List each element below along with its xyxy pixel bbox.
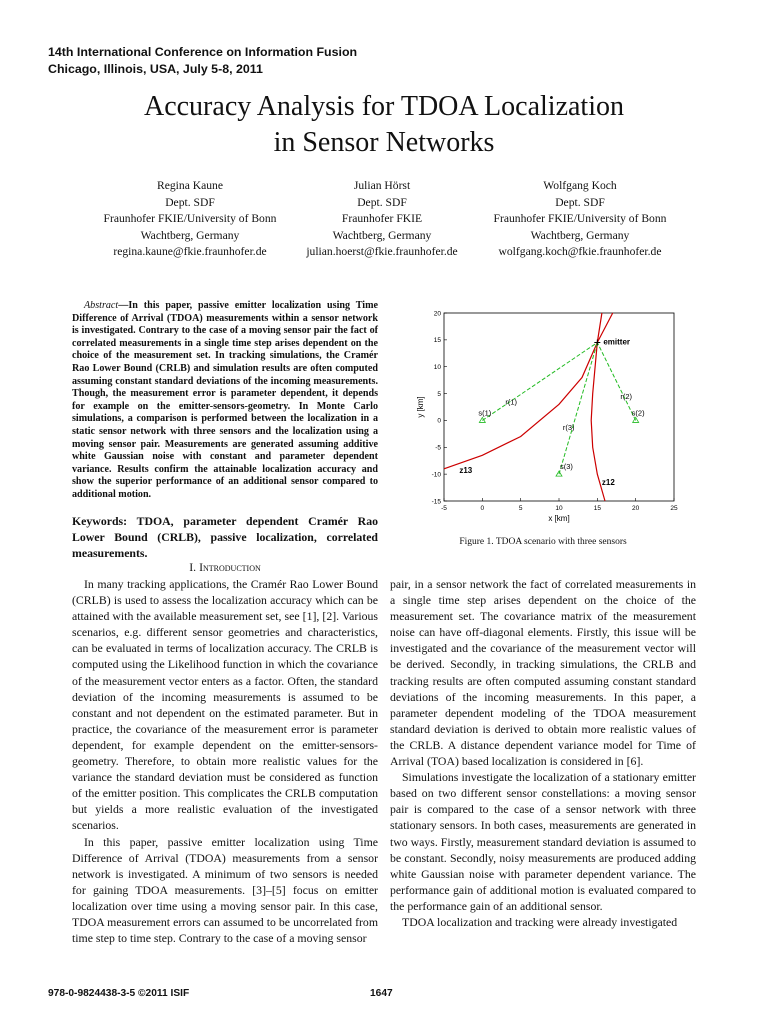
x-tick-label: -5 <box>441 505 447 512</box>
title-line-2: in Sensor Networks <box>273 127 495 158</box>
y-tick-label: 10 <box>433 364 441 372</box>
abstract-label: Abstract <box>84 300 119 311</box>
author-city: Wachtberg, Germany <box>332 228 432 242</box>
section-title: Introduction <box>199 560 261 574</box>
x-tick-label: 5 <box>518 505 523 512</box>
range-label: r(2) <box>620 391 633 401</box>
conference-name: 14th International Conference on Information Fusion <box>48 45 358 59</box>
author-email: julian.hoerst@fkie.fraunhofer.de <box>306 245 458 259</box>
author-org: Fraunhofer FKIE/University of Bonn <box>103 212 277 226</box>
sensor-label: s(3) <box>560 462 573 472</box>
author-name: Wolfgang Koch <box>543 179 617 192</box>
author-block-1 <box>72 178 308 261</box>
abstract-text: —In this paper, passive emitter localization using Time Difference of Arrival (TDOA) measurements within a sensor network is investigated. Contrary to the case of a moving sensor pair the fact of correlated measurements in a single time step arises dependent on the choice of the measurement set. In tracking simulations, the Cramér Rao Lower Bound (CRLB) and simulation results are often computed assuming constant standard deviations of the incoming measurements. Though, the measurement error is parameter dependent, it depends for example on the emitter-sensors-geometry. In Monte Carlo simulations, a comparison is performed between the localization in a static sensor network with three sensors and the localization using a moving sensor pair. Measurements are generated assuming additive white Gaussian noise with constant and parameter dependent variance. Results confirm the attainable localization accuracy and show the superior performance of an additional sensor compared to additional motion. <box>72 300 378 500</box>
author-city: Wachtberg, Germany <box>140 228 240 242</box>
paragraph: In this paper, passive emitter localization using Time Difference of Arrival (TDOA) measurements from a sensor network is investigated. A minimum of two sensors is needed for gaining TDOA measurements. [3]–[5] focus on emitter localization over time using a moving sensor pair. In this case, TDOA measurement errors can assumed to be uncorrelated from time step to time step. Contrary to the case of a moving sensor <box>72 834 378 946</box>
y-tick-label: -10 <box>431 471 441 479</box>
author-city: Wachtberg, Germany <box>530 228 630 242</box>
x-tick-label: 15 <box>593 505 601 512</box>
paragraph: In many tracking applications, the Cramér Rao Lower Bound (CRLB) is used to assess the localization accuracy which can be attained with the available measurement set, see [1], [2]. Various scenarios, e.g. different sensor geometries and characteristics, can be evaluated in terms of localization accuracy. The CRLB is computed using the Likelihood function in which the covariance of the measurement vector enters as a factor. Often, the standard deviation of the incoming measurements is assumed to be constant and not dependent on the estimated parameter. But in practice, the covariance of the measurement error is parameter dependent, for example dependent on the emitter-sensors-geometry. Therefore, to obtain more realistic values for the variance the standard deviation must be considered as function of the emitter position. This complicates the CRLB computation but yields a more realistic evaluation of the investigated scenarios. <box>72 577 378 833</box>
footer-isbn: 978-0-9824438-3-5 ©2011 ISIF <box>48 988 190 999</box>
x-tick-label: 20 <box>632 505 640 512</box>
conference-header <box>48 44 357 78</box>
page-number: 1647 <box>370 988 393 999</box>
y-tick-label: -15 <box>431 498 441 506</box>
range-label: r(3) <box>562 423 575 433</box>
author-name: Regina Kaune <box>157 179 223 192</box>
sensor-label: s(2) <box>631 408 645 418</box>
hyperbola-label: z12 <box>601 477 615 487</box>
y-tick-label: 20 <box>433 310 441 318</box>
range-label: r(1) <box>505 397 518 407</box>
section-number: I. <box>189 560 197 574</box>
paragraph: pair, in a sensor network the fact of correlated measurements in a single time step arises dependent on the choice of the measurement set. The covariance matrix of the measurement noise can have off-diagonal elements. Firstly, this issue will be investigated and the covariance of the measurement vector will be derived. Secondly, in tracking simulations, the CRLB and tracking results are often computed assuming constant standard deviations of the incoming measurements. In this paper, a parameter dependent modeling of the TDOA measurement standard deviation is derived to obtain more realistic values of the CRLB. A distance dependent variance model for Time of Arrival (TOA) based localization is considered in [6]. <box>390 577 696 769</box>
keywords: Keywords: TDOA, parameter dependent Cramér Rao Lower Bound (CRLB), passive localization, correlated measurements. <box>72 514 378 561</box>
author-org: Fraunhofer FKIE <box>341 212 423 226</box>
paragraph: Simulations investigate the localization of a stationary emitter based on two different sensor constellations: a moving sensor pair is compared to the case of a sensor network with three stationary sensors. In both cases, measurements are generated in two ways. Firstly, measurement standard deviation is assumed to be constant. Secondly, noisy measurements are produced adding white Gaussian noise with parameter dependent variance. The performance gain of additional motion is evaluated compared to the performance gain of an additional sensor. <box>390 770 696 913</box>
hyperbola-label: z13 <box>459 466 473 476</box>
y-tick-label: 15 <box>433 337 441 345</box>
author-block-3 <box>462 178 698 261</box>
y-tick-label: 5 <box>437 390 441 398</box>
title-line-1: Accuracy Analysis for TDOA Localization <box>143 91 624 122</box>
x-axis-label: x [km] <box>548 514 570 523</box>
x-tick-label: 25 <box>670 505 678 512</box>
author-org: Fraunhofer FKIE/University of Bonn <box>493 212 667 226</box>
author-block-2 <box>284 178 480 261</box>
author-dept: Dept. SDF <box>165 195 215 209</box>
y-tick-label: 0 <box>437 417 441 425</box>
author-email: wolfgang.koch@fkie.fraunhofer.de <box>498 245 662 259</box>
y-tick-label: -5 <box>435 444 441 452</box>
author-dept: Dept. SDF <box>357 195 407 209</box>
figure-caption: Figure 1. TDOA scenario with three sensors <box>459 537 627 547</box>
tdoa-scenario-figure <box>396 305 690 530</box>
right-column <box>390 576 696 930</box>
author-name: Julian Hörst <box>353 179 411 192</box>
paragraph: TDOA localization and tracking were already investigated <box>402 914 678 929</box>
author-email: regina.kaune@fkie.fraunhofer.de <box>113 245 267 259</box>
x-tick-label: 10 <box>555 505 563 512</box>
section-heading <box>72 560 378 575</box>
left-column <box>72 576 378 946</box>
abstract <box>72 300 378 502</box>
x-tick-label: 0 <box>480 505 485 512</box>
emitter-label: emitter <box>603 337 631 347</box>
conference-location: Chicago, Illinois, USA, July 5-8, 2011 <box>48 62 263 76</box>
y-axis-label: y [km] <box>416 396 425 418</box>
sensor-label: s(1) <box>478 408 492 418</box>
paper-title <box>0 89 768 161</box>
author-dept: Dept. SDF <box>555 195 605 209</box>
